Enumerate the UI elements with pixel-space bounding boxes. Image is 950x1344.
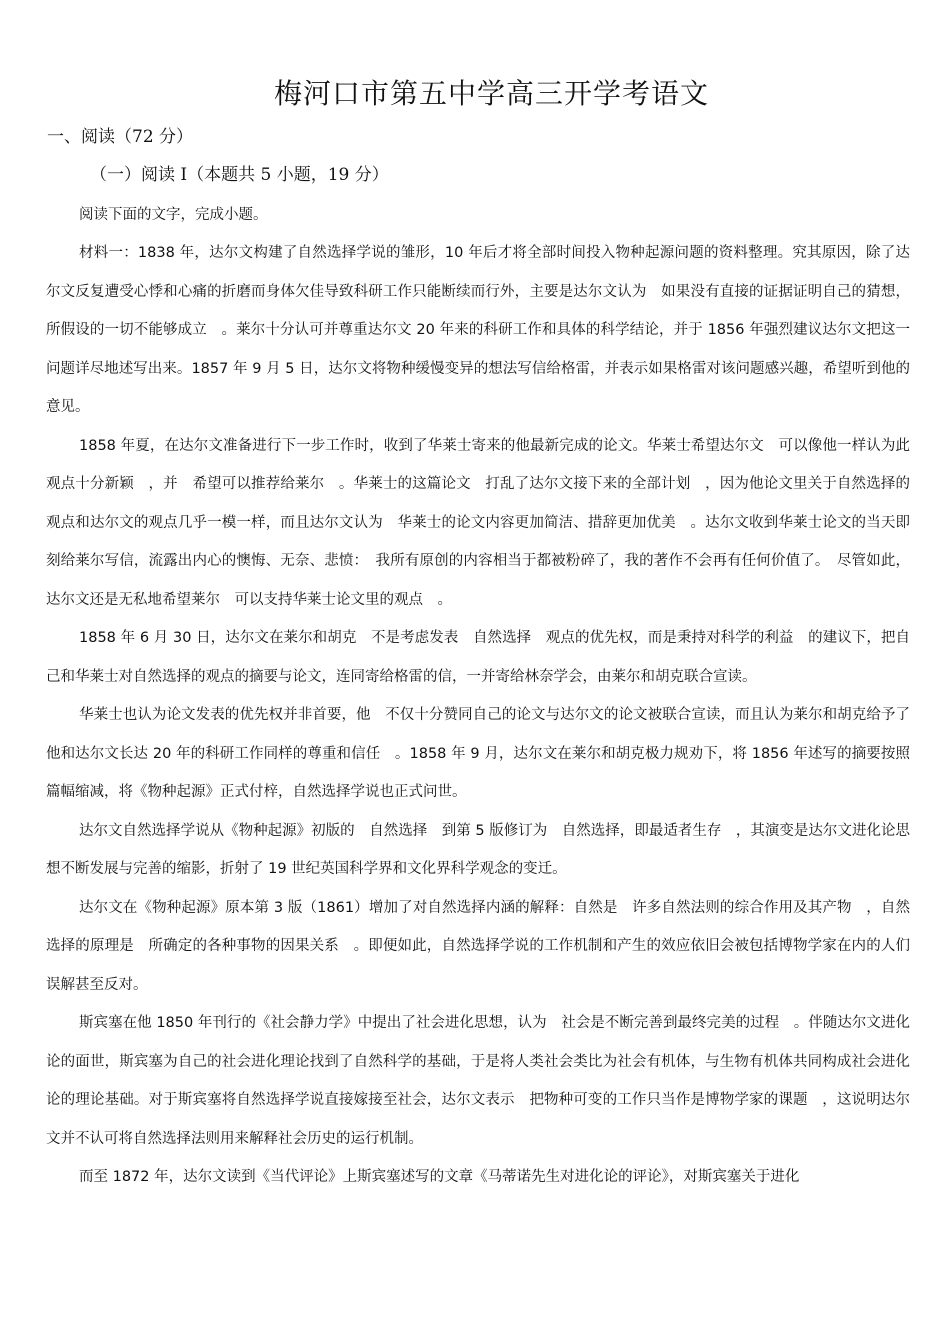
paragraph: 1858 年 6 月 30 日，达尔文在莱尔和胡克 不是考虑发表 自然选择 观点的优先权，而是秉持对科学的利益 的建议下，把自己和华莱士对自然选择的观点的摘要与论文，连同寄给格雷的信，一并寄给林奈学会，由莱尔和胡克联合宣读。 (46, 630, 910, 685)
passage-body (46, 234, 910, 1197)
paragraph: 达尔文自然选择学说从《物种起源》初版的 自然选择 到第 5 版修订为 自然选择，即最适者生存 ，其演变是达尔文进化论思想不断发展与完善的缩影，折射了 19 世纪英国科学界和文化界科学观念的变迁。 (46, 822, 910, 877)
paragraph: 1858 年夏，在达尔文准备进行下一步工作时，收到了华莱士寄来的他最新完成的论文。华莱士希望达尔文 可以像他一样认为此观点十分新颖 ，并 希望可以推荐给莱尔 。华莱士的这篇论文 打乱了达尔文接下来的全部计划 ，因为他论文里关于自然选择的观点和达尔文的观点几乎一模一样，而且达尔文认为 华莱士的论文内容更加简洁、措辞更加优美 。达尔文收到华莱士论文的当天即刻给莱尔写信，流露出内心的懊悔、无奈、悲愤： 我所有原创的内容相当于都被粉碎了，我的著作不会再有任何价值了。 尽管如此，达尔文还是无私地希望莱尔 可以支持华莱士论文里的观点 。 (46, 437, 910, 608)
document-title: 梅河口市第五中学高三开学考语文 (273, 77, 709, 110)
paragraph: 而至 1872 年，达尔文读到《当代评论》上斯宾塞述写的文章《马蒂诺先生对进化论的评论》，对斯宾塞关于进化 (79, 1169, 800, 1185)
paragraph: 达尔文在《物种起源》原本第 3 版（1861）增加了对自然选择内涵的解释：自然是 许多自然法则的综合作用及其产物 ，自然选择的原理是 所确定的各种事物的因果关系 。即便如此，自然选择学说的工作机制和产生的效应依旧会被包括博物学家在内的人们误解甚至反对。 (46, 899, 910, 993)
instruction-text: 阅读下面的文字，完成小题。 (79, 207, 268, 223)
section-heading: 一、阅读（72 分） (47, 127, 194, 147)
subsection-heading: （一）阅读 I（本题共 5 小题，19 分） (90, 165, 389, 185)
paragraph: 斯宾塞在他 1850 年刊行的《社会静力学》中提出了社会进化思想，认为 社会是不断完善到最终完美的过程 。伴随达尔文进化论的面世，斯宾塞为自己的社会进化理论找到了自然科学的基础，于是将人类社会类比为社会有机体，与生物有机体共同构成社会进化论的理论基础。对于斯宾塞将自然选择学说直接嫁接至社会，达尔文表示 把物种可变的工作只当作是博物学家的课题 ，这说明达尔文并不认可将自然选择法则用来解释社会历史的运行机制。 (46, 1015, 910, 1147)
paragraph: 华莱士也认为论文发表的优先权并非首要，他 不仅十分赞同自己的论文与达尔文的论文被联合宣读，而且认为莱尔和胡克给予了他和达尔文长达 20 年的科研工作同样的尊重和信任 。1858 年 9 月，达尔文在莱尔和胡克极力规劝下，将 1856 年述写的摘要按照篇幅缩减，将《物种起源》正式付梓，自然选择学说也正式问世。 (46, 707, 910, 800)
paragraph: 材料一：1838 年，达尔文构建了自然选择学说的雏形，10 年后才将全部时间投入物种起源问题的资料整理。究其原因，除了达尔文反复遭受心悸和心痛的折磨而身体欠佳导致科研工作只能断续而行外，主要是达尔文认为 如果没有直接的证据证明自己的猜想，所假设的一切不能够成立 。莱尔十分认可并尊重达尔文 20 年来的科研工作和具体的科学结论，并于 1856 年强烈建议达尔文把这一问题详尽地述写出来。1857 年 9 月 5 日，达尔文将物种缓慢变异的想法写信给格雷，并表示如果格雷对该问题感兴趣，希望听到他的意见。 (46, 245, 910, 415)
